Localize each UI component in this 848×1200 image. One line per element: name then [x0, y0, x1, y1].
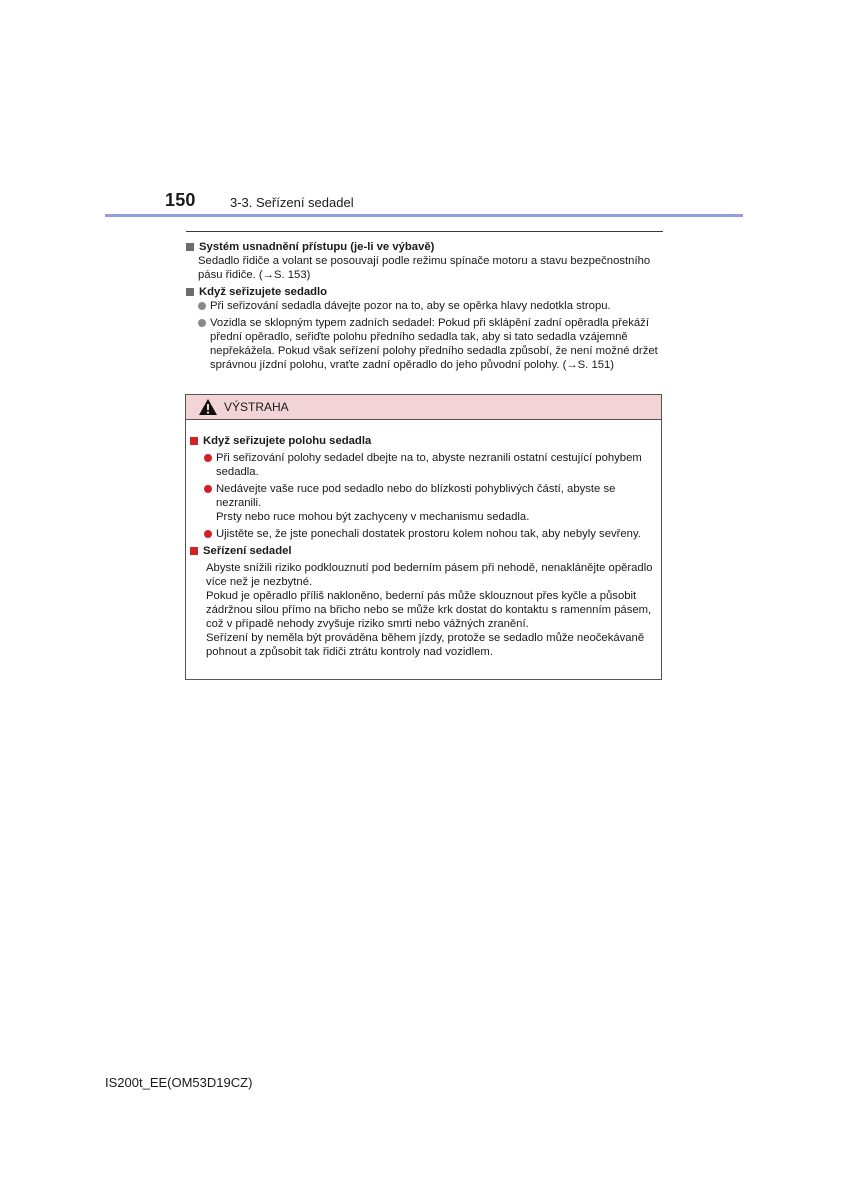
warning-triangle-icon [198, 398, 218, 416]
square-bullet-icon [190, 547, 198, 555]
bullet-dot-icon [198, 302, 206, 310]
list-item: Při seřizování polohy sedadel dbejte na to, abyste nezranili ostatní cestující pohybem sedadla. [204, 451, 655, 479]
warning-box [185, 394, 662, 680]
warning-paragraph: Pokud je opěradlo příliš nakloněno, bederní pás může sklouznout přes kyčle a působit zádržnou silou přímo na břicho nebo se může krk dostat do kontaktu s ramenním pásem, což v případě nehody zvyšuje riziko smrti nebo vážných zranění. [206, 590, 652, 630]
list-item: Ujistěte se, že jste ponechali dostatek prostoru kolem nohou tak, aby nebyly sevřeny. [204, 527, 655, 541]
list-item: Nedávejte vaše ruce pod sedadlo nebo do blízkosti pohyblivých částí, abyste se nezranili. Prsty nebo ruce mohou být zachyceny v mechanismu sedadla. [204, 482, 655, 524]
bullet-dot-icon [204, 485, 212, 493]
warning-header [186, 395, 661, 420]
section-title: 3-3. Seřízení sedadel [230, 195, 354, 210]
list-item: Vozidla se sklopným typem zadních sedadel: Pokud při sklápění zadní opěradla překáží přední opěradlo, seřiďte polohu předního sedadla tak, aby si tato sedadla vzájemně nepřekážela. Pokud však seřízení polohy předního sedadla způsobí, že není možné držet správnou jízdní polohu, vraťte zadní opěradlo do jeho původní polohy. (→S. 151) [198, 316, 663, 372]
easy-access-text: Sedadlo řidiče a volant se posouvají podle režimu spínače motoru a stavu bezpečnostního pásu řidiče. (→S. 153) [198, 255, 651, 281]
square-bullet-icon [186, 288, 194, 296]
warning-body [186, 420, 661, 659]
square-bullet-icon [186, 243, 194, 251]
header-rule [105, 214, 743, 217]
bullet-dot-icon [204, 454, 212, 462]
warning-paragraph: Abyste snížili riziko podklouznutí pod bederním pásem při nehodě, nenaklánějte opěradlo více než je nezbytné. [206, 562, 653, 588]
content-rule [186, 231, 663, 232]
warning-paragraph: Seřízení by neměla být prováděna během jízdy, protože se sedadlo může neočekávaně pohnout a způsobit tak řidiči ztrátu kontroly nad vozidlem. [206, 632, 645, 658]
warning-section2-heading: Seřízení sedadel [190, 544, 655, 558]
warning-section1-heading: Když seřizujete polohu sedadla [190, 434, 655, 448]
main-content [186, 238, 663, 375]
bullet-dot-icon [204, 530, 212, 538]
easy-access-heading: Systém usnadnění přístupu (je-li ve výbavě) [186, 240, 663, 254]
footer-code: IS200t_EE(OM53D19CZ) [105, 1075, 253, 1090]
adjusting-seat-heading: Když seřizujete sedadlo [186, 285, 663, 299]
warning-title: VÝSTRAHA [224, 400, 289, 414]
square-bullet-icon [190, 437, 198, 445]
page-number: 150 [165, 190, 196, 210]
bullet-dot-icon [198, 319, 206, 327]
list-item: Při seřizování sedadla dávejte pozor na to, aby se opěrka hlavy nedotkla stropu. [198, 299, 663, 313]
